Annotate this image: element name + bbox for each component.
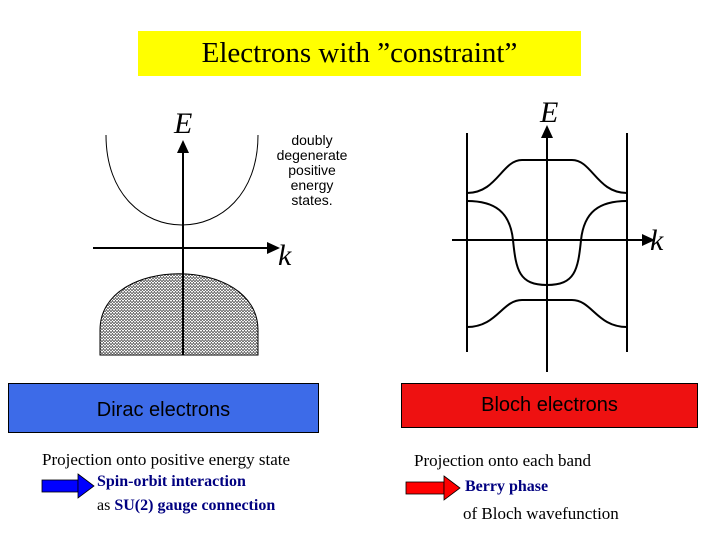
bloch-diagram	[452, 96, 664, 372]
degenerate-states-note	[262, 133, 362, 208]
blue-arrow-icon	[42, 474, 94, 498]
berry-phase-text: Berry phase	[465, 478, 549, 495]
middle-band-left	[467, 201, 547, 285]
gauge-connection-prefix: as	[97, 497, 115, 514]
bloch-projection-text: Projection onto each band	[414, 451, 592, 470]
spin-orbit-text: Spin-orbit interaction	[97, 473, 246, 490]
note-line: positive	[288, 162, 336, 178]
dirac-electrons-label: Dirac electrons	[96, 398, 231, 421]
bloch-electrons-box	[401, 383, 698, 428]
dirac-electrons-box	[8, 383, 319, 433]
gauge-connection-label: SU(2) gauge connection	[114, 497, 276, 514]
momentum-axis-label: k	[278, 239, 292, 272]
dirac-projection-text: Projection onto positive energy state	[42, 450, 291, 469]
filled-negative-energy-sea	[100, 274, 258, 355]
note-line: states.	[291, 192, 333, 208]
note-line: energy	[290, 177, 334, 193]
gauge-connection-text	[97, 497, 275, 515]
red-arrow-icon	[406, 476, 460, 500]
middle-band-right	[547, 201, 627, 285]
energy-axis-arrowhead	[177, 140, 189, 153]
energy-axis-label: E	[540, 96, 559, 129]
note-line: degenerate	[276, 147, 348, 163]
energy-axis-label: E	[174, 107, 193, 140]
bloch-wavefunction-text: of Bloch wavefunction	[463, 504, 619, 523]
note-line: doubly	[291, 132, 333, 148]
bloch-electrons-label: Bloch electrons	[481, 394, 618, 416]
page-title: Electrons with ”constraint”	[201, 37, 518, 69]
momentum-axis-label: k	[650, 224, 664, 257]
